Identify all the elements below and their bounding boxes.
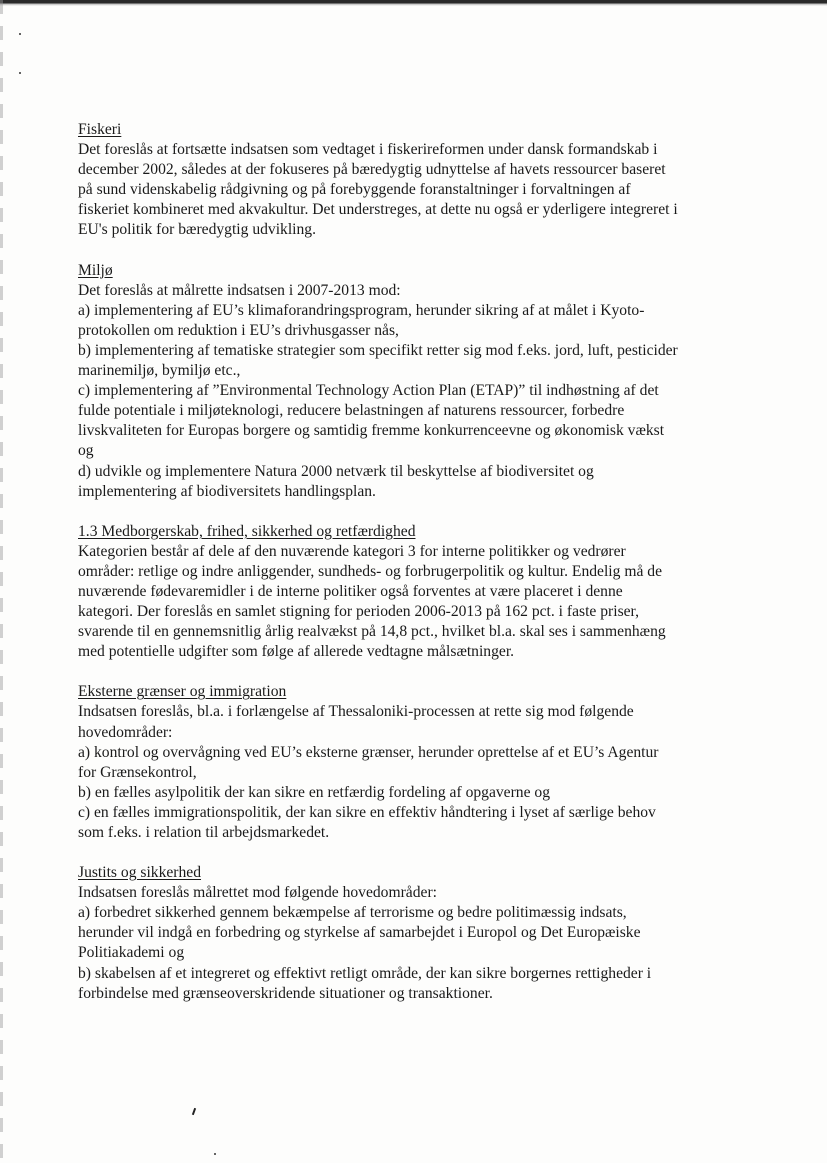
- text-line: Indsatsen foreslås, bl.a. i forlængelse af Thessaloniki-processen at rette sig mod følgende: [78, 703, 634, 721]
- text-line: for Grænsekontrol,: [78, 763, 197, 781]
- scan-speck: [19, 33, 21, 35]
- text-line: b) skabelsen af et integreret og effektivt retligt område, der kan sikre borgernes rettigheder i: [78, 964, 652, 982]
- text-line: Det foreslås at målrette indsatsen i 2007-2013 mod:: [78, 281, 401, 299]
- text-line: forbindelse med grænseoverskridende situationer og transaktioner.: [78, 984, 493, 1002]
- document-section: [78, 863, 746, 1004]
- text-line: a) implementering af EU’s klimaforandringsprogram, herunder sikring af at målet i Kyoto-: [78, 301, 645, 319]
- text-line: herunder vil indgå en forbedring og styrkelse af samarbejdet i Europol og Det Europæiske: [78, 924, 641, 942]
- text-line: implementering af biodiversitets handlingsplan.: [78, 482, 376, 500]
- text-line: Kategorien består af dele af den nuværende kategori 3 for interne politikker og vedrører: [78, 542, 626, 560]
- scan-top-border: [0, 0, 827, 6]
- scan-speck: [19, 72, 21, 74]
- text-line: med potentielle udgifter som følge af allerede vedtagne målsætninger.: [78, 643, 515, 661]
- text-line: b) implementering af tematiske strategier som specifikt retter sig mod f.eks. jord, luft, pesticider: [78, 341, 678, 359]
- section-heading: Fiskeri: [78, 121, 122, 138]
- document-body: [78, 120, 746, 1024]
- text-line: c) implementering af ”Environmental Technology Action Plan (ETAP)” til indhøstning af det: [78, 382, 659, 400]
- document-section: [78, 682, 746, 843]
- text-line: b) en fælles asylpolitik der kan sikre en retfærdig fordeling af opgaverne og: [78, 783, 551, 801]
- document-section: [78, 522, 746, 663]
- scan-speck: [214, 1153, 216, 1155]
- text-line: svarende til en gennemsnitlig årlig realvækst på 14,8 pct., hvilket bl.a. skal ses i sammenhæng: [78, 623, 666, 641]
- text-line: december 2002, således at der fokuseres på bæredygtig udnyttelse af havets ressourcer baseret: [78, 161, 666, 179]
- text-line: EU's politik for bæredygtig udvikling.: [78, 221, 317, 239]
- text-line: marinemiljø, bymiljø etc.,: [78, 362, 241, 380]
- text-line: fiskeriet kombineret med akvakultur. Det understreges, at dette nu også er yderligere integreret i: [78, 201, 678, 219]
- text-line: nuværende fødevaremidler i de interne politiker også forventes at være placeret i denne: [78, 582, 623, 600]
- text-line: hovedområder:: [78, 723, 173, 741]
- text-line: livskvaliteten for Europas borgere og samtidig fremme konkurrenceevne og økonomisk vækst: [78, 422, 665, 440]
- text-line: kategori. Der foreslås en samlet stigning for perioden 2006-2013 på 162 pct. i faste priser,: [78, 603, 640, 621]
- section-heading: Eksterne grænser og immigration: [78, 683, 287, 701]
- text-line: protokollen om reduktion i EU’s drivhusgasser nås,: [78, 321, 399, 339]
- text-line: Det foreslås at fortsætte indsatsen som vedtaget i fiskerireformen under dansk formandskab i: [78, 141, 658, 159]
- scan-mark: [192, 1108, 196, 1115]
- text-line: Indsatsen foreslås målrettet mod følgende hovedområder:: [78, 884, 437, 902]
- text-line: Politiakademi og: [78, 944, 185, 962]
- text-line: og: [78, 442, 94, 460]
- text-line: d) udvikle og implementere Natura 2000 netværk til beskyttelse af biodiversitet og: [78, 462, 594, 480]
- section-heading: 1.3 Medborgerskab, frihed, sikkerhed og retfærdighed: [78, 522, 416, 540]
- scan-left-edge: [0, 0, 3, 1163]
- text-line: områder: retlige og indre anliggender, sundheds- og forbrugerpolitik og kultur. Endelig må de: [78, 562, 662, 580]
- document-section: [78, 261, 746, 502]
- text-line: a) forbedret sikkerhed gennem bekæmpelse af terrorisme og bedre politimæssig indsats,: [78, 904, 627, 922]
- text-line: c) en fælles immigrationspolitik, der kan sikre en effektiv håndtering i lyset af særlige behov: [78, 803, 656, 821]
- text-line: som f.eks. i relation til arbejdsmarkedet.: [78, 824, 330, 841]
- text-line: a) kontrol og overvågning ved EU’s eksterne grænser, herunder oprettelse af et EU’s Agentur: [78, 743, 659, 761]
- section-heading: Miljø: [78, 261, 113, 279]
- text-line: fulde potentiale i miljøteknologi, reducere belastningen af naturens ressourcer, forbedre: [78, 402, 625, 420]
- section-heading: Justits og sikkerhed: [78, 864, 202, 882]
- text-line: på sund videnskabelig rådgivning og på forebyggende foranstaltninger i forvaltningen af: [78, 181, 631, 199]
- document-section: [78, 120, 746, 241]
